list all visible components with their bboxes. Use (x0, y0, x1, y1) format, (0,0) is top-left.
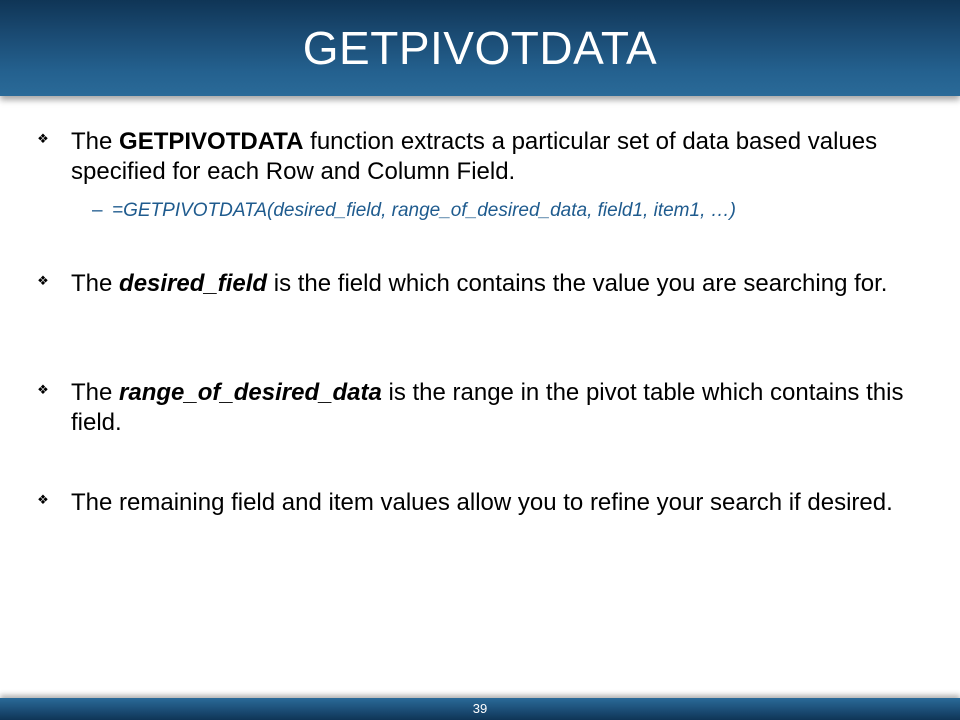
dash-bullet-icon: – (92, 200, 103, 221)
bullet-1-part-1: The (71, 128, 120, 155)
formula-text: =GETPIVOTDATA(desired_field, range_of_desired_data, field1, item1, …) (112, 200, 736, 221)
footer-bar (0, 698, 960, 720)
diamond-bullet-icon: ❖ (37, 132, 49, 147)
diamond-bullet-icon: ❖ (37, 493, 49, 508)
bullet-text-2 (71, 269, 941, 299)
bullet-text-4 (71, 488, 941, 518)
bullet-3-term: range_of_desired_data (119, 379, 382, 406)
bullet-1-part-3: function extracts a particular set of data based values specified for each Row and Column Field. (71, 128, 878, 185)
bullet-2-part-3: is the field which contains the value you are searching for. (267, 270, 888, 297)
bullet-text-3 (71, 378, 941, 438)
bullet-3-part-3: is the range in the pivot table which contains this field. (71, 379, 904, 436)
diamond-bullet-icon: ❖ (37, 274, 49, 289)
bullet-2-part-1: The (71, 270, 120, 297)
bullet-4-part-1: The remaining field and item values allow you to refine your search if desired. (71, 489, 893, 516)
bullet-2-term: desired_field (119, 270, 268, 297)
slide-title: GETPIVOTDATA (302, 22, 658, 74)
bullet-1-function-name: GETPIVOTDATA (119, 128, 304, 155)
diamond-bullet-icon: ❖ (37, 383, 49, 398)
bullet-text-1 (71, 127, 941, 187)
bullet-3-part-1: The (71, 379, 120, 406)
page-number: 39 (472, 701, 488, 716)
